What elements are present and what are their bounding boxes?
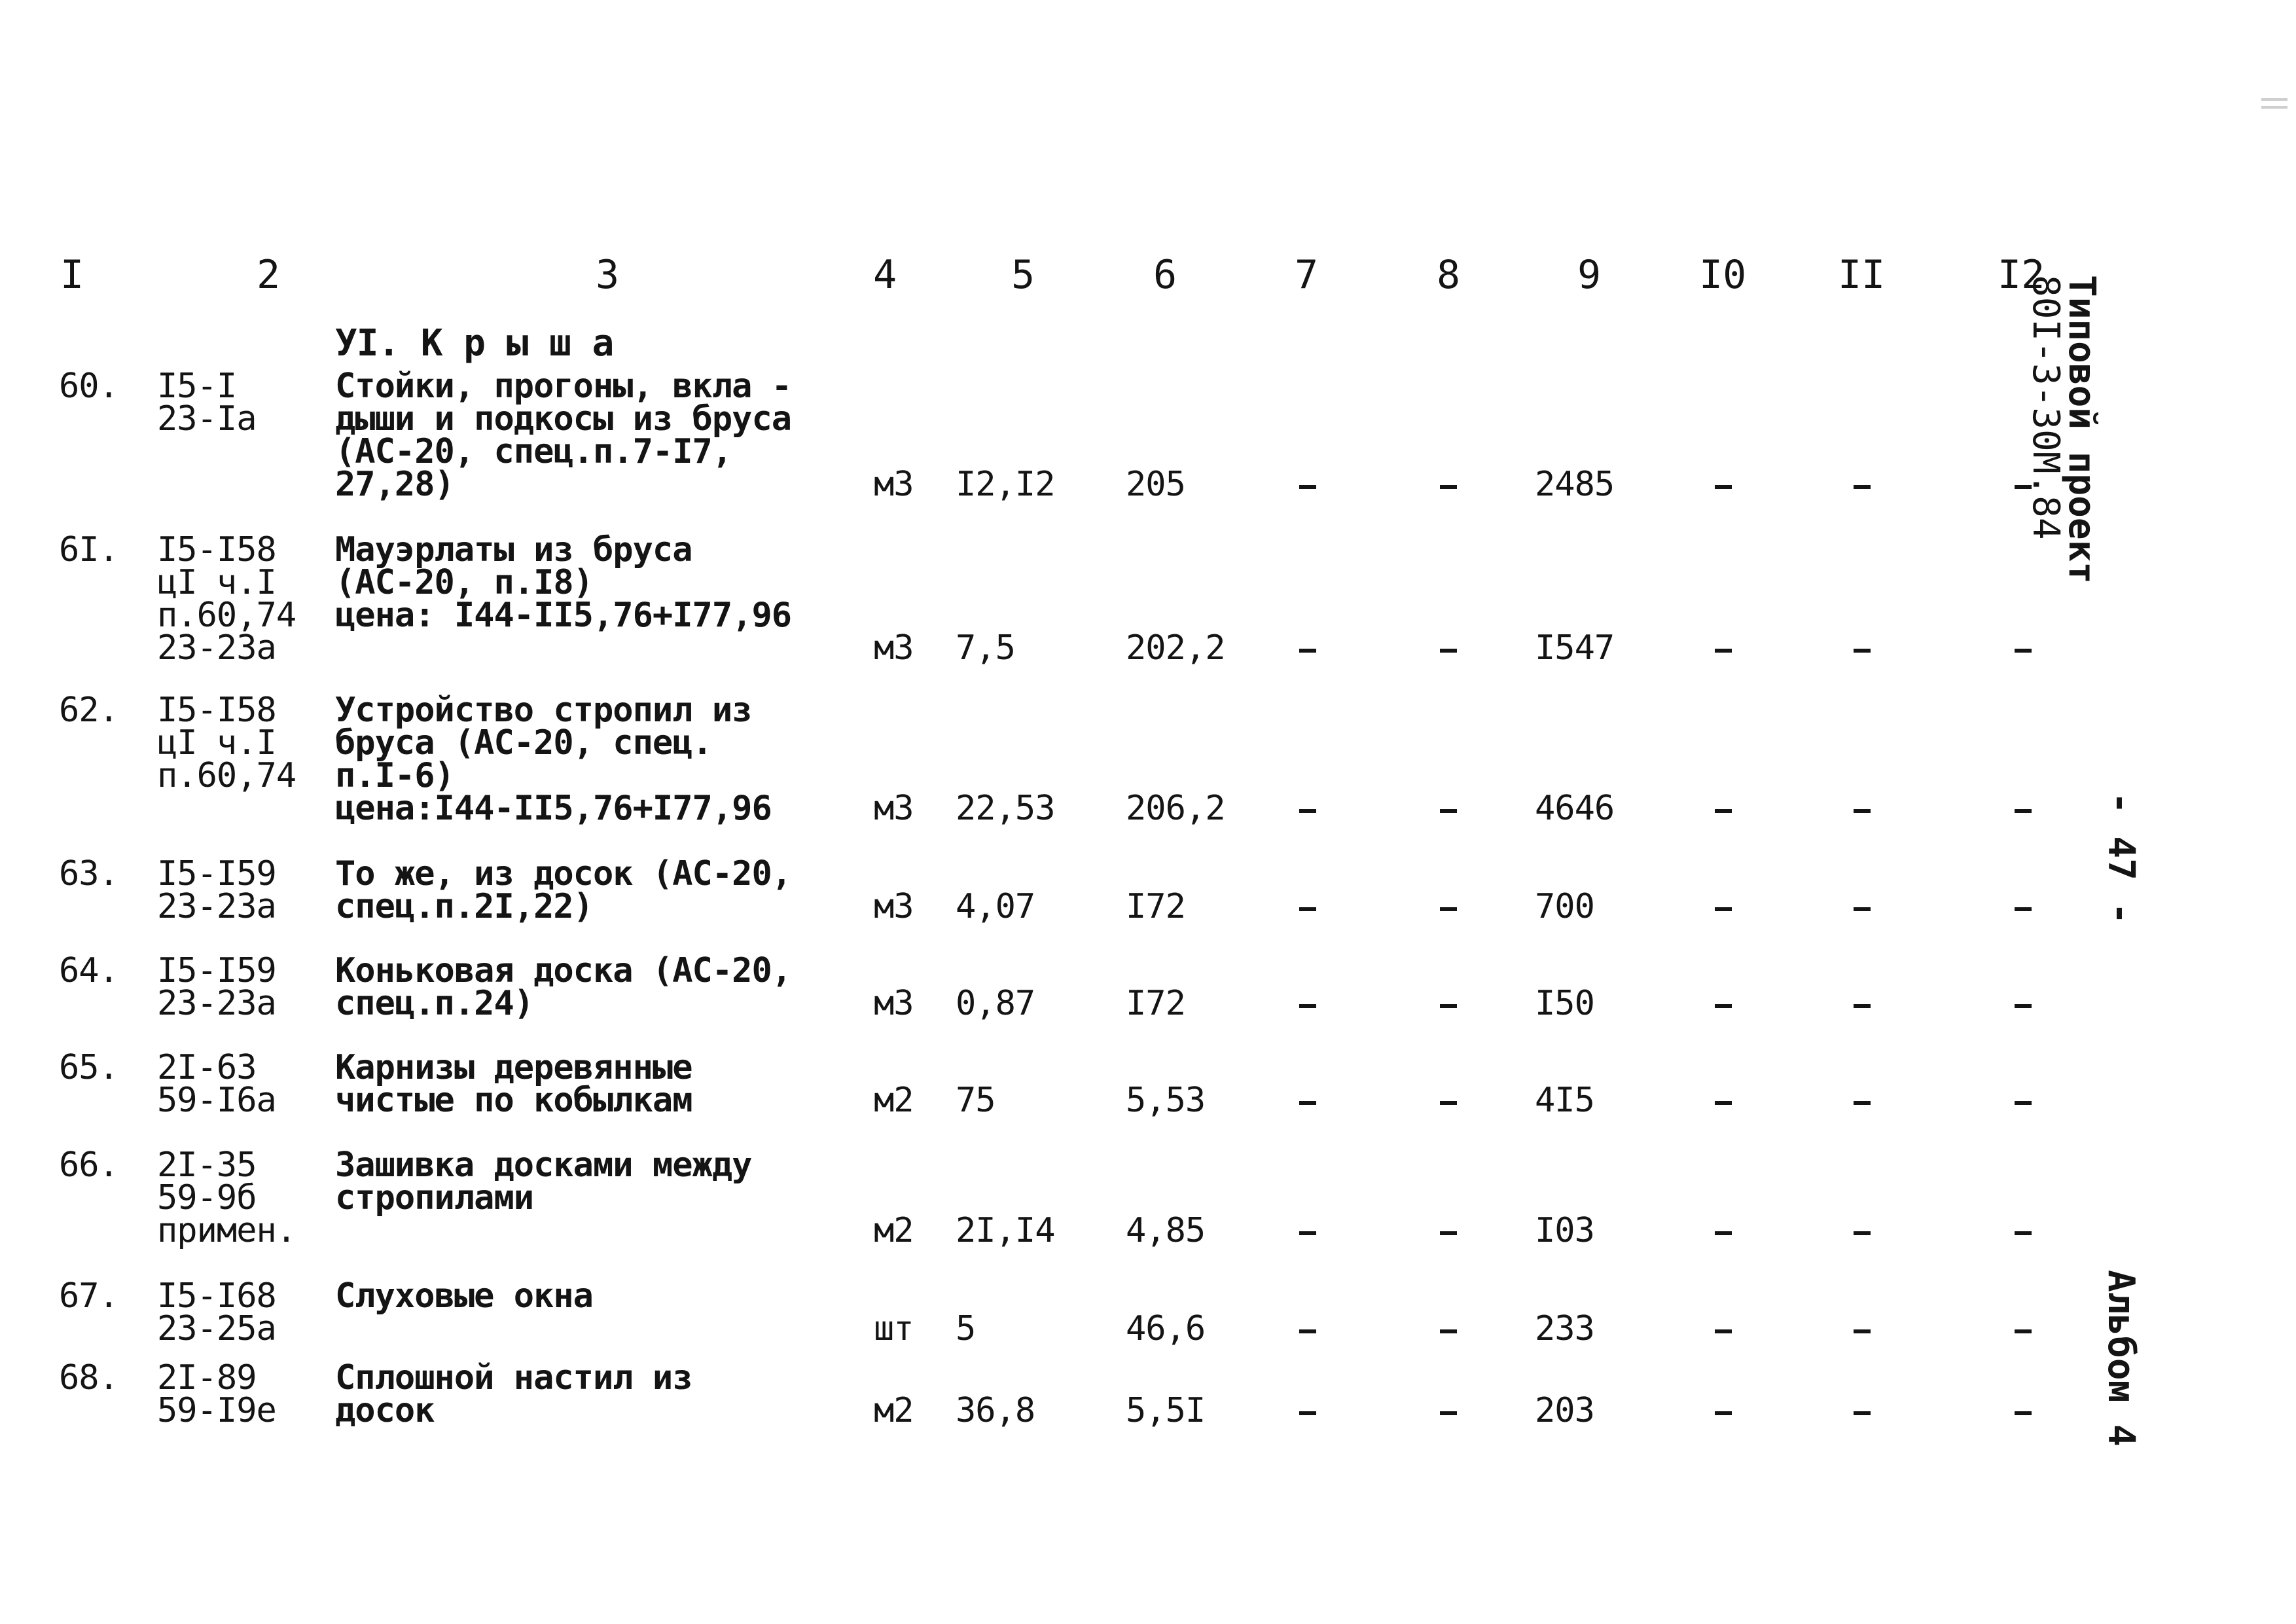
side-project-code: 80I-3-30М.84 <box>2024 275 2067 540</box>
col-header-6: 6 <box>1153 252 1177 298</box>
row-number: 6I. <box>59 530 118 569</box>
row-description: бруса (АС-20, спец. <box>335 723 712 763</box>
col-header-12: I2 <box>1998 252 2045 298</box>
row-unit: м3 <box>874 789 914 828</box>
row-description: спец.п.24) <box>335 984 534 1023</box>
row-description: досок <box>335 1391 435 1430</box>
col-header-11: II <box>1838 252 1886 298</box>
row-col8-dash <box>1440 1004 1457 1008</box>
row-col7-dash <box>1299 649 1316 653</box>
row-col12-dash <box>2015 1329 2032 1333</box>
row-number: 68. <box>59 1358 118 1398</box>
row-total: I50 <box>1535 984 1594 1023</box>
row-col7-dash <box>1299 907 1316 911</box>
row-code: I5-I59 <box>157 854 276 893</box>
row-code: п.60,74 <box>157 756 296 795</box>
row-description: (АС-20, п.I8) <box>335 563 593 602</box>
row-description: (АС-20, спец.п.7-I7, <box>335 432 732 471</box>
row-unit-price: 5,5I <box>1126 1391 1206 1430</box>
row-quantity: 36,8 <box>956 1391 1035 1430</box>
col-header-7: 7 <box>1295 252 1319 298</box>
row-col12-dash <box>2015 1101 2032 1105</box>
row-code: 2I-63 <box>157 1048 257 1087</box>
row-col7-dash <box>1299 1329 1316 1333</box>
side-page-number: - 47 - <box>2100 792 2142 925</box>
row-number: 66. <box>59 1146 118 1185</box>
row-description: Мауэрлаты из бруса <box>335 530 692 569</box>
row-number: 67. <box>59 1276 118 1316</box>
row-code: I5-I58 <box>157 530 276 569</box>
row-description: Слуховые окна <box>335 1276 593 1316</box>
row-col11-dash <box>1854 1231 1871 1235</box>
row-unit-price: 202,2 <box>1126 628 1225 668</box>
row-total: 700 <box>1535 887 1594 926</box>
row-quantity: I2,I2 <box>956 465 1055 504</box>
row-total: 4646 <box>1535 789 1615 828</box>
row-col8-dash <box>1440 1329 1457 1333</box>
row-quantity: 5 <box>956 1309 976 1348</box>
row-col7-dash <box>1299 1004 1316 1008</box>
row-col11-dash <box>1854 809 1871 813</box>
col-header-3: 3 <box>596 252 620 298</box>
row-description: п.I-6) <box>335 756 454 795</box>
row-code: 2I-35 <box>157 1146 257 1185</box>
row-col11-dash <box>1854 649 1871 653</box>
row-code: п.60,74 <box>157 596 296 635</box>
row-number: 63. <box>59 854 118 893</box>
row-number: 65. <box>59 1048 118 1087</box>
row-code: 2I-89 <box>157 1358 257 1398</box>
row-code: 23-23а <box>157 628 276 668</box>
row-unit-price: I72 <box>1126 887 1185 926</box>
row-total: I547 <box>1535 628 1615 668</box>
row-col8-dash <box>1440 907 1457 911</box>
row-code: примен. <box>157 1211 296 1250</box>
row-col12-dash <box>2015 1411 2032 1415</box>
row-unit-price: 46,6 <box>1126 1309 1206 1348</box>
row-code: 59-9б <box>157 1178 257 1218</box>
row-code: 59-I9е <box>157 1391 276 1430</box>
row-description: То же, из досок (АС-20, <box>335 854 792 893</box>
row-code: 23-Iа <box>157 399 257 439</box>
row-col7-dash <box>1299 1231 1316 1235</box>
row-col12-dash <box>2015 649 2032 653</box>
col-header-2: 2 <box>257 252 281 298</box>
row-col10-dash <box>1715 1004 1732 1008</box>
row-col12-dash <box>2015 1231 2032 1235</box>
row-description: Сплошной настил из <box>335 1358 692 1398</box>
row-col10-dash <box>1715 1231 1732 1235</box>
row-code: 23-23а <box>157 887 276 926</box>
row-total: 203 <box>1535 1391 1594 1430</box>
row-description: дыши и подкосы из бруса <box>335 399 792 439</box>
row-quantity: 0,87 <box>956 984 1035 1023</box>
row-col10-dash <box>1715 649 1732 653</box>
row-description: Зашивка досками между <box>335 1146 752 1185</box>
row-total: 2485 <box>1535 465 1615 504</box>
row-quantity: 4,07 <box>956 887 1035 926</box>
row-col7-dash <box>1299 1101 1316 1105</box>
row-col7-dash <box>1299 809 1316 813</box>
row-col8-dash <box>1440 809 1457 813</box>
row-col10-dash <box>1715 1101 1732 1105</box>
row-code: I5-I68 <box>157 1276 276 1316</box>
row-unit: м2 <box>874 1391 914 1430</box>
row-unit-price: I72 <box>1126 984 1185 1023</box>
row-description: цена: I44-II5,76+I77,96 <box>335 596 792 635</box>
row-description: Стойки, прогоны, вкла - <box>335 367 792 406</box>
row-description: спец.п.2I,22) <box>335 887 593 926</box>
col-header-4: 4 <box>873 252 897 298</box>
row-unit-price: 206,2 <box>1126 789 1225 828</box>
row-quantity: 22,53 <box>956 789 1055 828</box>
row-total: I03 <box>1535 1211 1594 1250</box>
row-unit-price: 4,85 <box>1126 1211 1206 1250</box>
row-col12-dash <box>2015 809 2032 813</box>
row-description: Карнизы деревянные <box>335 1048 692 1087</box>
row-col11-dash <box>1854 1329 1871 1333</box>
section-title: УI. К р ы ш а <box>335 322 614 365</box>
row-unit: м2 <box>874 1081 914 1120</box>
row-description: Устройство стропил из <box>335 691 752 730</box>
row-code: 59-I6а <box>157 1081 276 1120</box>
col-header-9: 9 <box>1577 252 1602 298</box>
row-code: цI ч.I <box>157 723 276 763</box>
col-header-10: I0 <box>1699 252 1747 298</box>
row-quantity: 75 <box>956 1081 996 1120</box>
row-unit: шт <box>874 1309 914 1348</box>
row-total: 233 <box>1535 1309 1594 1348</box>
row-col11-dash <box>1854 1411 1871 1415</box>
row-col10-dash <box>1715 907 1732 911</box>
side-album: Альбом 4 <box>2100 1270 2142 1447</box>
row-code: I5-I <box>157 367 237 406</box>
row-col11-dash <box>1854 485 1871 489</box>
col-header-1: I <box>60 252 84 298</box>
row-col8-dash <box>1440 1411 1457 1415</box>
row-col11-dash <box>1854 907 1871 911</box>
row-number: 62. <box>59 691 118 730</box>
row-code: 23-23а <box>157 984 276 1023</box>
row-col12-dash <box>2015 1004 2032 1008</box>
row-col10-dash <box>1715 1411 1732 1415</box>
col-header-8: 8 <box>1437 252 1461 298</box>
row-col8-dash <box>1440 1231 1457 1235</box>
row-description: Коньковая доска (АС-20, <box>335 951 792 990</box>
row-col7-dash <box>1299 1411 1316 1415</box>
row-code: 23-25а <box>157 1309 276 1348</box>
row-number: 64. <box>59 951 118 990</box>
row-unit: м2 <box>874 1211 914 1250</box>
row-col8-dash <box>1440 485 1457 489</box>
row-unit: м3 <box>874 628 914 668</box>
row-description: цена:I44-II5,76+I77,96 <box>335 789 772 828</box>
row-unit: м3 <box>874 984 914 1023</box>
row-unit: м3 <box>874 887 914 926</box>
row-number: 60. <box>59 367 118 406</box>
row-col8-dash <box>1440 1101 1457 1105</box>
row-col7-dash <box>1299 485 1316 489</box>
row-description: стропилами <box>335 1178 534 1218</box>
row-unit: м3 <box>874 465 914 504</box>
row-col11-dash <box>1854 1101 1871 1105</box>
row-col10-dash <box>1715 809 1732 813</box>
row-code: цI ч.I <box>157 563 276 602</box>
col-header-5: 5 <box>1011 252 1035 298</box>
row-col10-dash <box>1715 485 1732 489</box>
row-unit-price: 205 <box>1126 465 1185 504</box>
side-project-title: Типовой проект <box>2060 275 2103 585</box>
row-code: I5-I59 <box>157 951 276 990</box>
row-quantity: 2I,I4 <box>956 1211 1055 1250</box>
row-unit-price: 5,53 <box>1126 1081 1206 1120</box>
row-description: чистые по кобылкам <box>335 1081 692 1120</box>
row-code: I5-I58 <box>157 691 276 730</box>
row-col10-dash <box>1715 1329 1732 1333</box>
row-col12-dash <box>2015 907 2032 911</box>
row-description: 27,28) <box>335 465 454 504</box>
row-col11-dash <box>1854 1004 1871 1008</box>
row-col8-dash <box>1440 649 1457 653</box>
row-total: 4I5 <box>1535 1081 1594 1120</box>
row-quantity: 7,5 <box>956 628 1015 668</box>
